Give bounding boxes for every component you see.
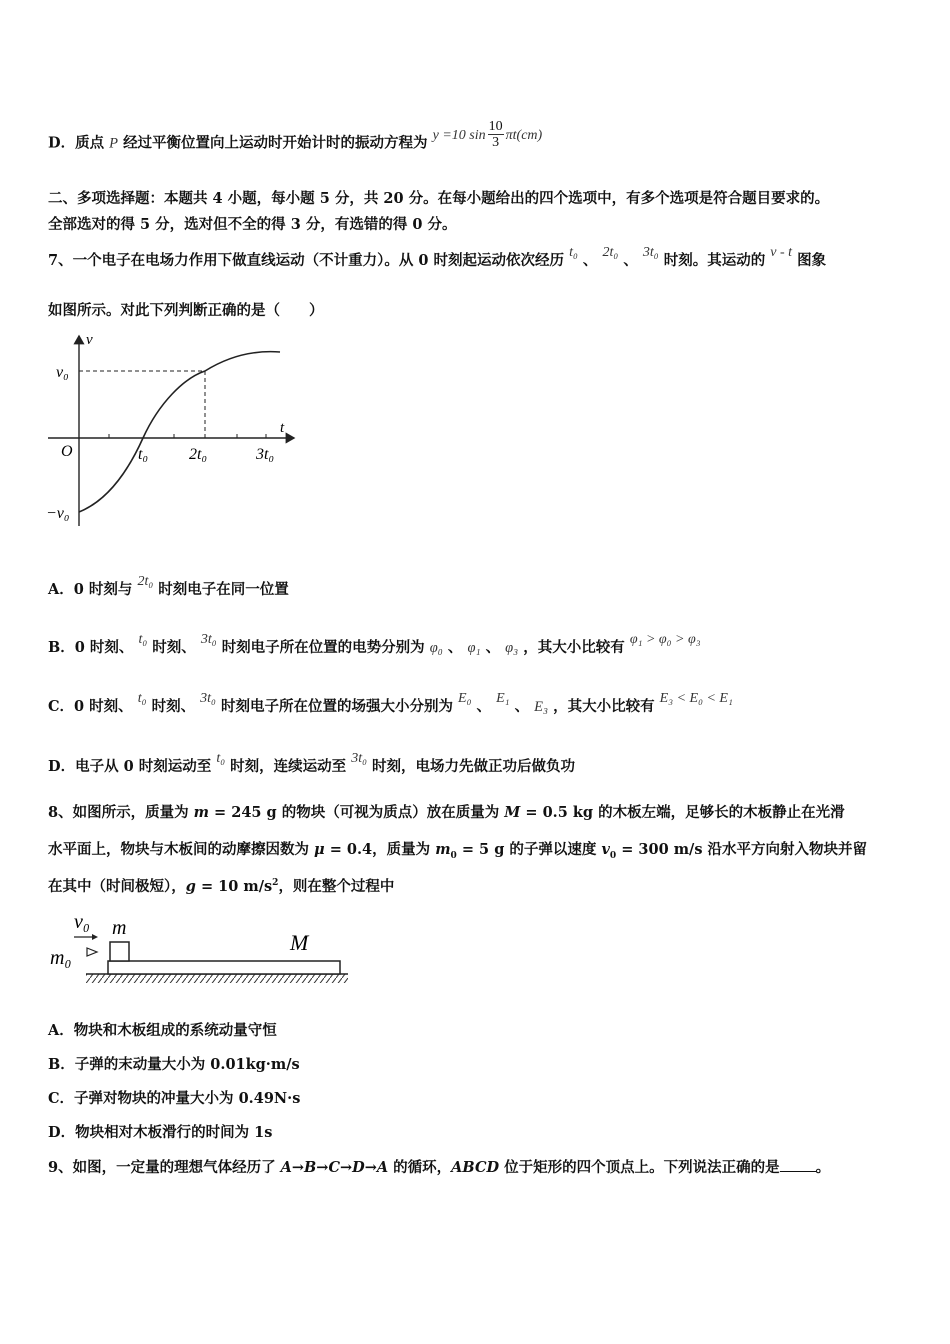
q7-option-d: D．电子从 0 时刻运动至 t₀ 时刻，连续运动至 3t₀ 时刻，电场力先做正功后做负功 xyxy=(48,751,576,775)
q7-b-comparison: φ₁ > φ₀ > φ₃ xyxy=(629,632,701,647)
section2-line1: 二、多项选择题：本题共 4 小题，每小题 5 分，共 20 分。在每小题给出的四个选项中，有多个选项是符合题目要求的。 xyxy=(48,190,830,207)
q6-d-point: P xyxy=(109,135,118,152)
q8-option-b: B．子弹的末动量大小为 0.01kg·m/s xyxy=(48,1056,300,1073)
q8-block-board-figure xyxy=(48,906,358,988)
origin-label: O xyxy=(61,443,73,460)
fig-M-label: M xyxy=(290,930,309,955)
ground-hatching xyxy=(86,974,348,983)
q8-stem-line3: 在其中（时间极短），g = 10 $m/s^2$，则在整个过程中 xyxy=(48,878,395,895)
velocity-arrow-head xyxy=(92,934,98,940)
t-axis-label: t xyxy=(280,420,285,436)
q6-option-d xyxy=(48,119,543,159)
neg-v0-label: −v₀ xyxy=(46,505,70,522)
section2-line2: 全部选对的得 5 分，选对但不全的得 3 分，有选错的得 0 分。 xyxy=(48,216,457,233)
t0-label: t₀ xyxy=(138,446,149,463)
q7-stem: 7、一个电子在电场力作用下做直线运动（不计重力）。从 0 时刻起运动依次经历 t₀ 、 2t₀ 、 3t₀ 时刻。其运动的 v - t 图象 xyxy=(48,245,827,269)
q6-d-equation: y =10 sin $\frac{10}{3}$ πt(cm) xyxy=(432,119,543,150)
q8-stem-line2: 水平面上，物块与木板间的动摩擦因数为 μ = 0.4，质量为 $m_0 = 5$ g 的子弹以速度 $v_0 = 300$ m/s 沿水平方向射入物块并留 xyxy=(48,841,868,861)
q7-3t0: 3t₀ xyxy=(642,245,659,260)
2t0-label: 2t₀ xyxy=(189,446,208,463)
q7-c-comparison: E₃ < E₀ < E₁ xyxy=(659,691,733,706)
board-M xyxy=(108,961,340,974)
v-axis-label: v xyxy=(86,332,93,348)
q7-t0: t₀ xyxy=(569,245,578,260)
q6-d-lead: D．质点 xyxy=(48,134,105,152)
q8-stem-line1: 8、如图所示，质量为 m = 245 g 的物块（可视为质点）放在质量为 M = 0.5 kg 的木板左端，足够长的木板静止在光滑 xyxy=(48,804,845,821)
fig-m0-label: m₀ xyxy=(50,947,72,969)
q8-option-d: D．物块相对木板滑行的时间为 1s xyxy=(48,1124,273,1141)
q7-option-a: A．0 时刻与 2t₀ 时刻电子在同一位置 xyxy=(48,574,289,598)
3t0-label: 3t₀ xyxy=(256,446,275,463)
fig-v0-label: v₀ xyxy=(74,911,90,933)
fig-m-label: m xyxy=(112,917,127,939)
q6-d-mid: 经过平衡位置向上运动时开始计时的振动方程为 xyxy=(123,134,428,152)
q7-stem-line2: 如图所示。对此下列判断正确的是（ ） xyxy=(48,302,324,319)
q7-vt: v - t xyxy=(770,245,793,260)
q7-2t0: 2t₀ xyxy=(602,245,619,260)
q9-stem: 9、如图，一定量的理想气体经历了 A→B→C→D→A 的循环，ABCD 位于矩形的四个顶点上。下列说法正确的是 。 xyxy=(48,1159,831,1176)
block-m xyxy=(110,942,129,961)
q7-option-c: C．0 时刻、 t₀ 时刻、 3t₀ 时刻电子所在位置的场强大小分别为 E₀ 、 E₁ 、 E₃ ，其大小比较有 E₃ < E₀ < E₁ xyxy=(48,691,733,715)
answer-blank[interactable] xyxy=(780,1159,816,1172)
q8-option-a: A．物块和木板组成的系统动量守恒 xyxy=(48,1022,277,1039)
q7-option-b: B．0 时刻、 t₀ 时刻、 3t₀ 时刻电子所在位置的电势分别为 φ₀ 、 φ₁ 、 φ₃ ，其大小比较有 φ₁ > φ₀ > φ₃ xyxy=(48,632,701,656)
bullet-m0 xyxy=(87,948,97,956)
q8-option-c: C．子弹对物块的冲量大小为 0.49N·s xyxy=(48,1090,301,1107)
velocity-curve xyxy=(79,352,280,512)
v0-label: v₀ xyxy=(56,364,69,381)
q7-vt-graph xyxy=(44,328,314,538)
